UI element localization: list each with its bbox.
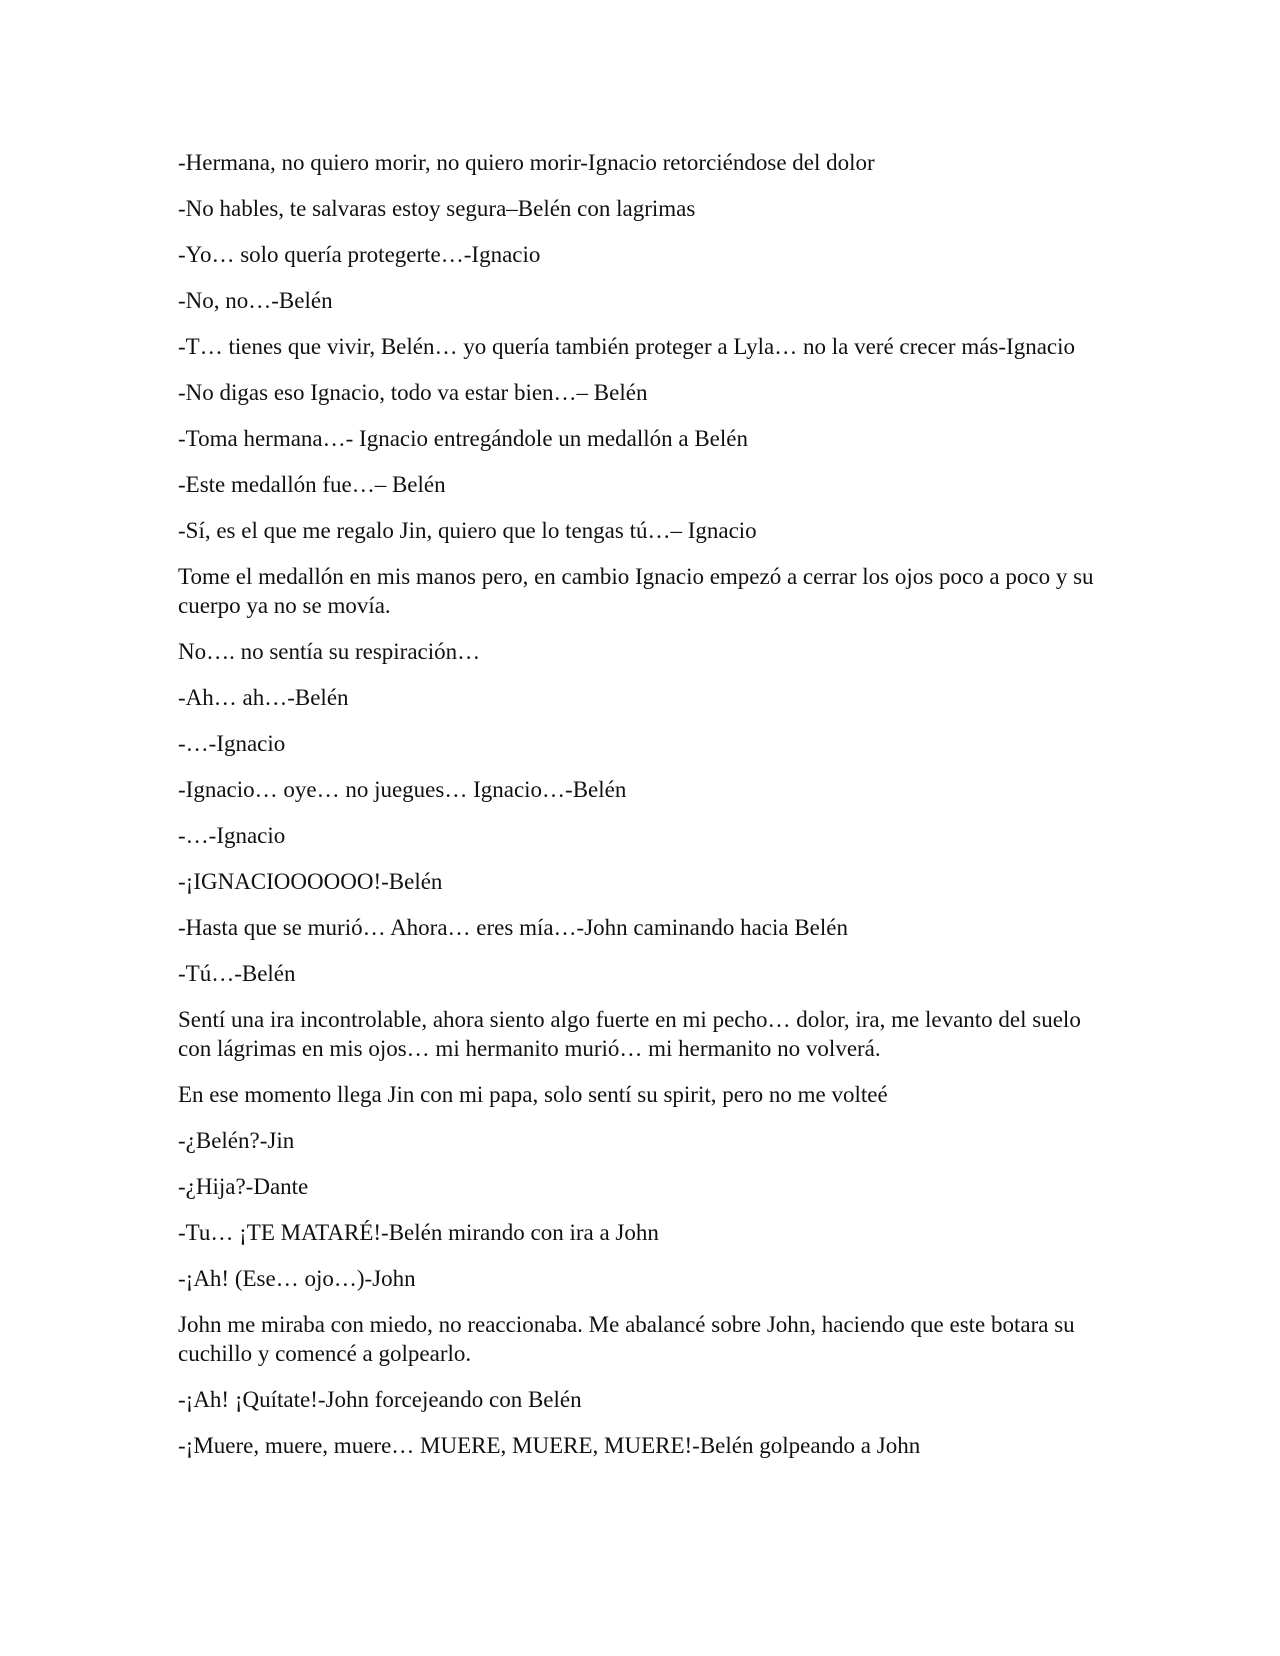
- paragraph: -Yo… solo quería protegerte…-Ignacio: [178, 242, 541, 267]
- paragraph: -Ah… ah…-Belén: [178, 685, 349, 710]
- paragraph: -¡Ah! (Ese… ojo…)-John: [178, 1266, 416, 1291]
- paragraph: -Hasta que se murió… Ahora… eres mía…-John caminando hacia Belén: [178, 915, 848, 940]
- paragraph: En ese momento llega Jin con mi papa, solo sentí su spirit, pero no me volteé: [178, 1082, 888, 1107]
- paragraph: Tome el medallón en mis manos pero, en cambio Ignacio empezó a cerrar los ojos poco a poco y su cuerpo ya no se movía.: [178, 564, 1094, 618]
- paragraph: -¡IGNACIOOOOOO!-Belén: [178, 869, 443, 894]
- paragraph: -T… tienes que vivir, Belén… yo quería también proteger a Lyla… no la veré crecer más-Ignacio: [178, 334, 1075, 359]
- paragraph: -Este medallón fue…– Belén: [178, 472, 446, 497]
- paragraph: -No, no…-Belén: [178, 288, 333, 313]
- paragraph: -Toma hermana…- Ignacio entregándole un medallón a Belén: [178, 426, 748, 451]
- paragraph: -¡Muere, muere, muere… MUERE, MUERE, MUERE!-Belén golpeando a John: [178, 1433, 921, 1458]
- paragraph: -Sí, es el que me regalo Jin, quiero que lo tengas tú…– Ignacio: [178, 518, 757, 543]
- paragraph: -¿Belén?-Jin: [178, 1128, 295, 1153]
- paragraph: -¿Hija?-Dante: [178, 1174, 309, 1199]
- paragraph: Sentí una ira incontrolable, ahora siento algo fuerte en mi pecho… dolor, ira, me levanto del suelo con lágrimas en mis ojos… mi hermanito murió… mi hermanito no volverá.: [178, 1007, 1081, 1061]
- paragraph: -No digas eso Ignacio, todo va estar bien…– Belén: [178, 380, 648, 405]
- paragraph: John me miraba con miedo, no reaccionaba. Me abalancé sobre John, haciendo que este botara su cuchillo y comencé a golpearlo.: [178, 1312, 1075, 1366]
- paragraph: -Tu… ¡TE MATARÉ!-Belén mirando con ira a John: [178, 1220, 659, 1245]
- paragraph: -¡Ah! ¡Quítate!-John forcejeando con Belén: [178, 1387, 582, 1412]
- document-body: [178, 148, 1108, 1477]
- paragraph: -Tú…-Belén: [178, 961, 296, 986]
- paragraph: -Hermana, no quiero morir, no quiero morir-Ignacio retorciéndose del dolor: [178, 150, 875, 175]
- paragraph: No…. no sentía su respiración…: [178, 639, 481, 664]
- paragraph: -…-Ignacio: [178, 731, 286, 756]
- paragraph: -No hables, te salvaras estoy segura–Belén con lagrimas: [178, 196, 696, 221]
- paragraph: -Ignacio… oye… no juegues… Ignacio…-Belén: [178, 777, 627, 802]
- paragraph: -…-Ignacio: [178, 823, 286, 848]
